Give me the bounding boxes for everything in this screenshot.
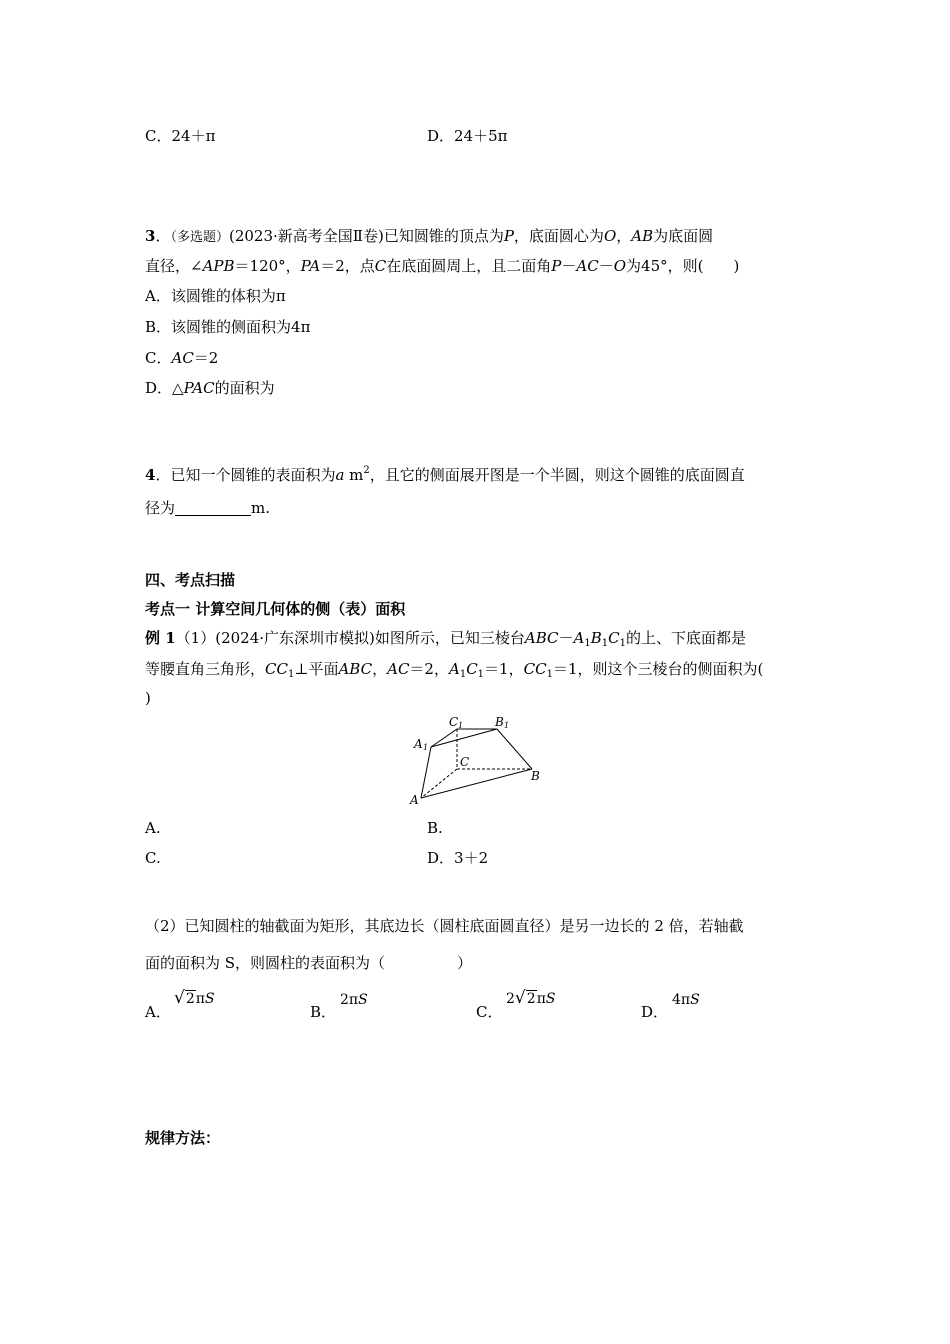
option-d: D．24＋5π bbox=[427, 127, 508, 145]
ex1-option-c: C. bbox=[145, 849, 161, 867]
q3-option-d: D．△PAC的面积为 bbox=[145, 379, 275, 397]
edge-b1-b bbox=[497, 729, 532, 769]
ex1-line3: ) bbox=[145, 689, 151, 707]
frustum-figure bbox=[405, 712, 555, 808]
sqrt-sign: √ bbox=[174, 988, 185, 1008]
method-label: 规律方法： bbox=[145, 1129, 221, 1147]
label-a1-sub: 1 bbox=[423, 743, 429, 752]
label-b1-sub: 1 bbox=[504, 721, 510, 730]
label-b: B bbox=[531, 769, 540, 783]
q3-line1: 3．（多选题）(2023·新高考全国Ⅱ卷)已知圆锥的顶点为P，底面圆心为O，AB为底面圆 bbox=[145, 227, 714, 245]
edge-a1-b1 bbox=[431, 729, 497, 747]
ex1-2-option-b-value: 2πS bbox=[340, 992, 368, 1008]
label-b1: B bbox=[495, 715, 504, 729]
q3-option-b: B．该圆锥的侧面积为4π bbox=[145, 318, 311, 336]
edge-a-b bbox=[421, 769, 532, 798]
option-c: C．24＋π bbox=[145, 127, 216, 145]
ex1-label: 例 1 bbox=[145, 629, 176, 647]
q3-source: (2023·新高考全国Ⅱ卷) bbox=[228, 227, 384, 245]
q4-number: 4 bbox=[145, 466, 156, 484]
q3-tag: （多选题） bbox=[170, 230, 229, 245]
ex1-2-line1: （2）已知圆柱的轴截面为矩形，其底边长（圆柱底面圆直径）是另一边长的 2 倍，若轴截 bbox=[145, 917, 744, 935]
q3-option-a: A．该圆锥的体积为π bbox=[145, 287, 286, 305]
ex1-2-option-a-value: √2πS bbox=[174, 988, 215, 1008]
label-c1: C bbox=[449, 715, 459, 729]
ex1-line2: 等腰直角三角形，$CC_1\perp$平面ABC，AC＝2，$A_1C_1=1$，$CC_1=1$，则这个三棱台的侧面积为( bbox=[145, 660, 764, 680]
q3-number: 3 bbox=[145, 227, 156, 245]
ex1-option-d: D．3＋2 bbox=[427, 849, 489, 867]
ex1-2-option-d-value: 4πS bbox=[672, 992, 700, 1008]
topic-heading: 考点一 计算空间几何体的侧（表）面积 bbox=[145, 600, 406, 618]
ex1-2-option-b-label: B． bbox=[310, 1003, 337, 1021]
ex1-2-option-d-label: D． bbox=[641, 1003, 669, 1021]
ex1-option-a: A. bbox=[145, 819, 161, 837]
q3-option-c: C．AC＝2 bbox=[145, 349, 219, 367]
q4-line2: 径为 m. bbox=[145, 499, 271, 517]
label-c1-sub: 1 bbox=[458, 721, 464, 730]
edge-a1-c1 bbox=[431, 729, 457, 747]
answer-blank[interactable] bbox=[175, 499, 251, 516]
label-a1: A bbox=[414, 737, 423, 751]
ex1-2-option-a-label: A． bbox=[145, 1003, 171, 1021]
sqrt-sign: √ bbox=[514, 988, 526, 1008]
edge-a-a1 bbox=[421, 747, 431, 798]
q3-line2: 直径，∠APB＝120°，PA＝2，点C在底面圆周上，且二面角P－AC－O为45°，则( ) bbox=[145, 257, 740, 275]
q4-line1: 4．已知一个圆锥的表面积为a $m^2$，且它的侧面展开图是一个半圆，则这个圆锥的底面圆直 bbox=[145, 465, 745, 484]
ex1-line1: 例 1（1）(2024·广东深圳市模拟)如图所示，已知三棱台$ABC-A_1B_1C_1$的上、下底面都是 bbox=[145, 629, 747, 649]
section-title: 四、考点扫描 bbox=[145, 571, 236, 589]
ex1-option-b: B. bbox=[427, 819, 443, 837]
label-c: C bbox=[460, 755, 470, 769]
ex1-2-line2: 面的面积为 S，则圆柱的表面积为（ ） bbox=[145, 954, 473, 972]
ex1-2-option-c-label: C． bbox=[476, 1003, 503, 1021]
label-a: A bbox=[410, 793, 419, 807]
ex1-2-option-c-value: 2√2πS bbox=[506, 988, 556, 1008]
